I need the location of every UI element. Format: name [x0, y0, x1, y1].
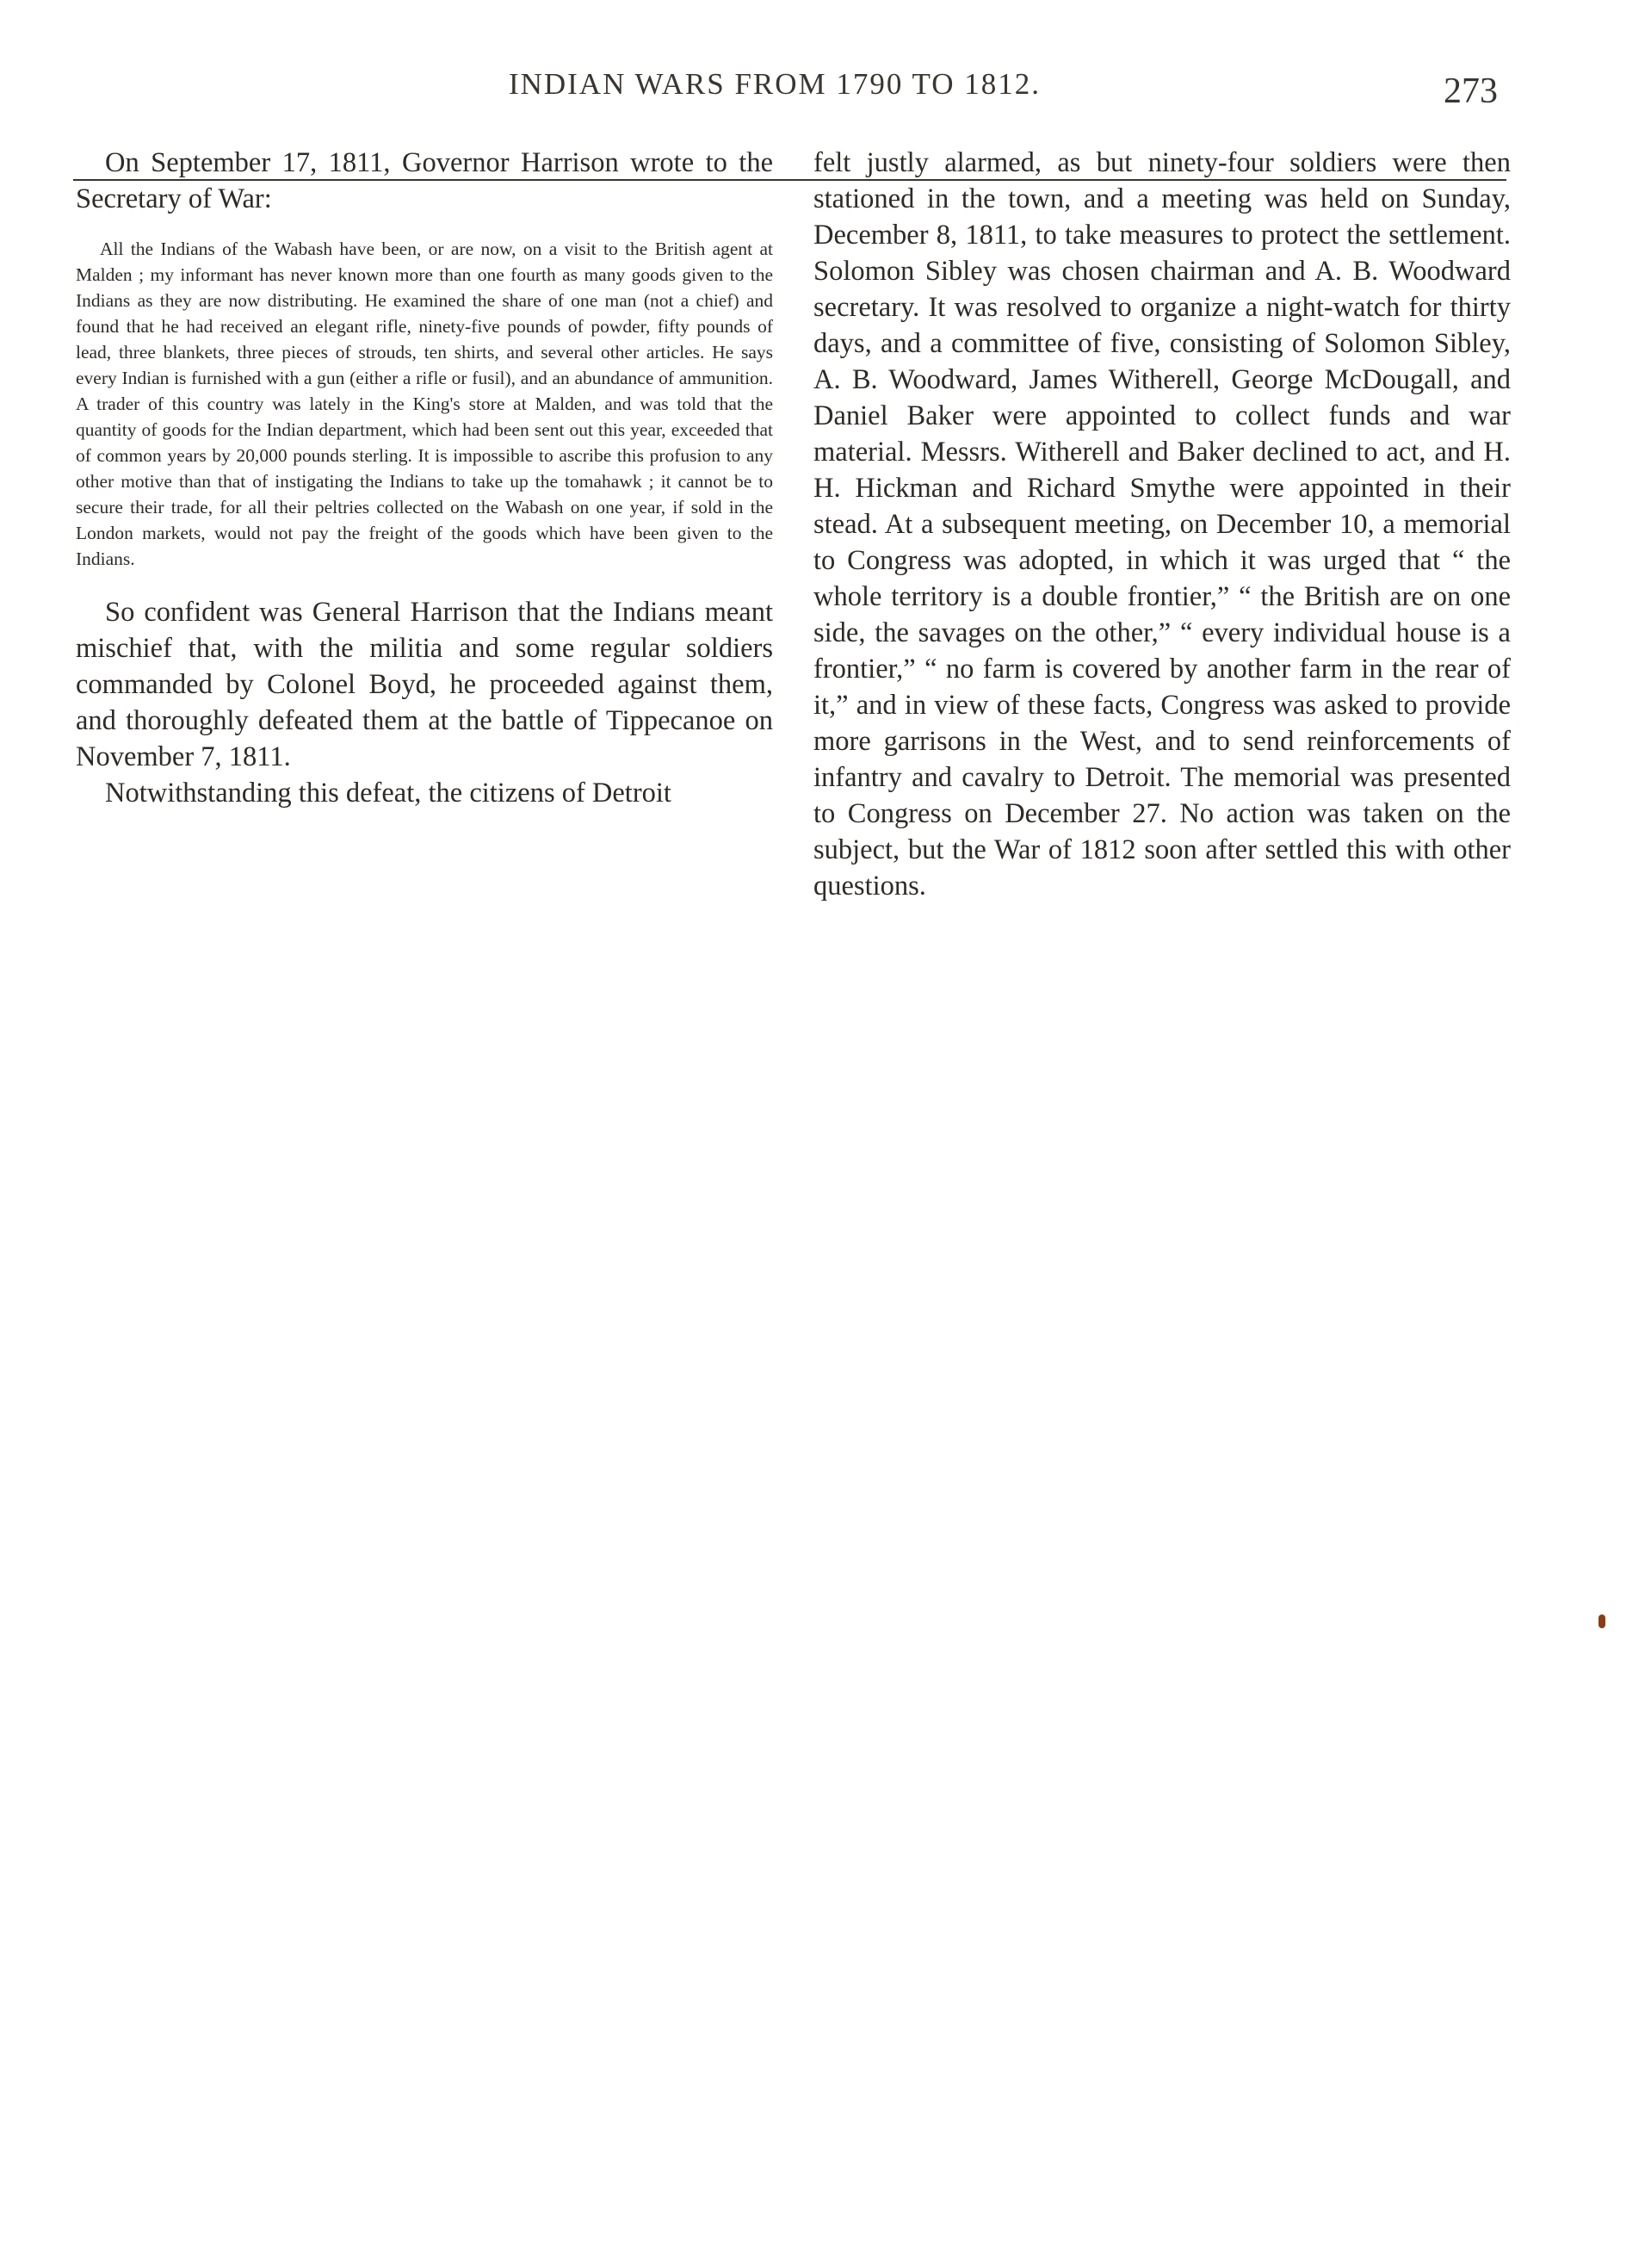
ink-speck — [1598, 1614, 1605, 1628]
block-quote: All the Indians of the Wabash have been, or are now, on a visit to the British agent at Malden ; my informant has never known more than one fourth as many goods given to the Indians as they are now distributing. He examined the share of one man (not a chief) and found that he had received an elegant rifle, ninety-five pounds of powder, fifty pounds of lead, three blankets, three pieces of strouds, ten shirts, and several other articles. He says every Indian is furnished with a gun (either a rifle or fusil), and an abundance of ammunition. A trader of this country was lately in the King's store at Malden, and was told that the quantity of goods for the Indian department, which had been sent out this year, exceeded that of common years by 20,000 pounds sterling. It is impossible to ascribe this profusion to any other motive than that of instigating the Indians to take up the tomahawk ; it cannot be to secure their trade, for all their peltries collected on the Wabash on one year, if sold in the London markets, would not pay the freight of the goods which have been given to the Indians. — [76, 239, 773, 569]
body-paragraph: So confident was General Harrison that the Indians meant mischief that, with the militia and some regular soldiers commanded by Colonel Boyd, he proceeded against them, and thoroughly defeated them at the battle of Tippecanoe on November 7, 1811. — [76, 597, 773, 772]
right-column — [813, 145, 1511, 904]
spacer — [76, 217, 773, 236]
left-column — [76, 145, 773, 811]
running-head — [0, 67, 1651, 119]
spacer — [76, 572, 773, 594]
page-number: 273 — [1444, 71, 1498, 111]
running-title: INDIAN WARS FROM 1790 TO 1812. — [508, 67, 1042, 101]
body-paragraph: Notwithstanding this defeat, the citizens of Detroit — [105, 778, 671, 809]
intro-paragraph: On September 17, 1811, Governor Harrison wrote to the Secretary of War: — [76, 147, 773, 214]
body-paragraph: felt justly alarmed, as but ninety-four soldiers were then stationed in the town, and a meeting was held on Sunday, December 8, 1811, to take measures to protect the settlement. Solomon Sibley was chosen chairman and A. B. Woodward secretary. It was resolved to organize a night-watch for thirty days, and a committee of five, consisting of Solomon Sibley, A. B. Woodward, James Witherell, George McDougall, and Daniel Baker were appointed to collect funds and war material. Messrs. Witherell and Baker declined to act, and H. H. Hickman and Richard Smythe were appointed in their stead. At a subsequent meeting, on December 10, a memorial to Congress was adopted, in which it was urged that “ the whole territory is a double frontier,” “ the British are on one side, the savages on the other,” “ every individual house is a frontier,” “ no farm is covered by another farm in the rear of it,” and in view of these facts, Congress was asked to provide more garrisons in the West, and to send reinforcements of infantry and cavalry to Detroit. The memorial was presented to Congress on December 27. No action was taken on the subject, but the War of 1812 soon after settled this with other questions. — [813, 147, 1511, 902]
